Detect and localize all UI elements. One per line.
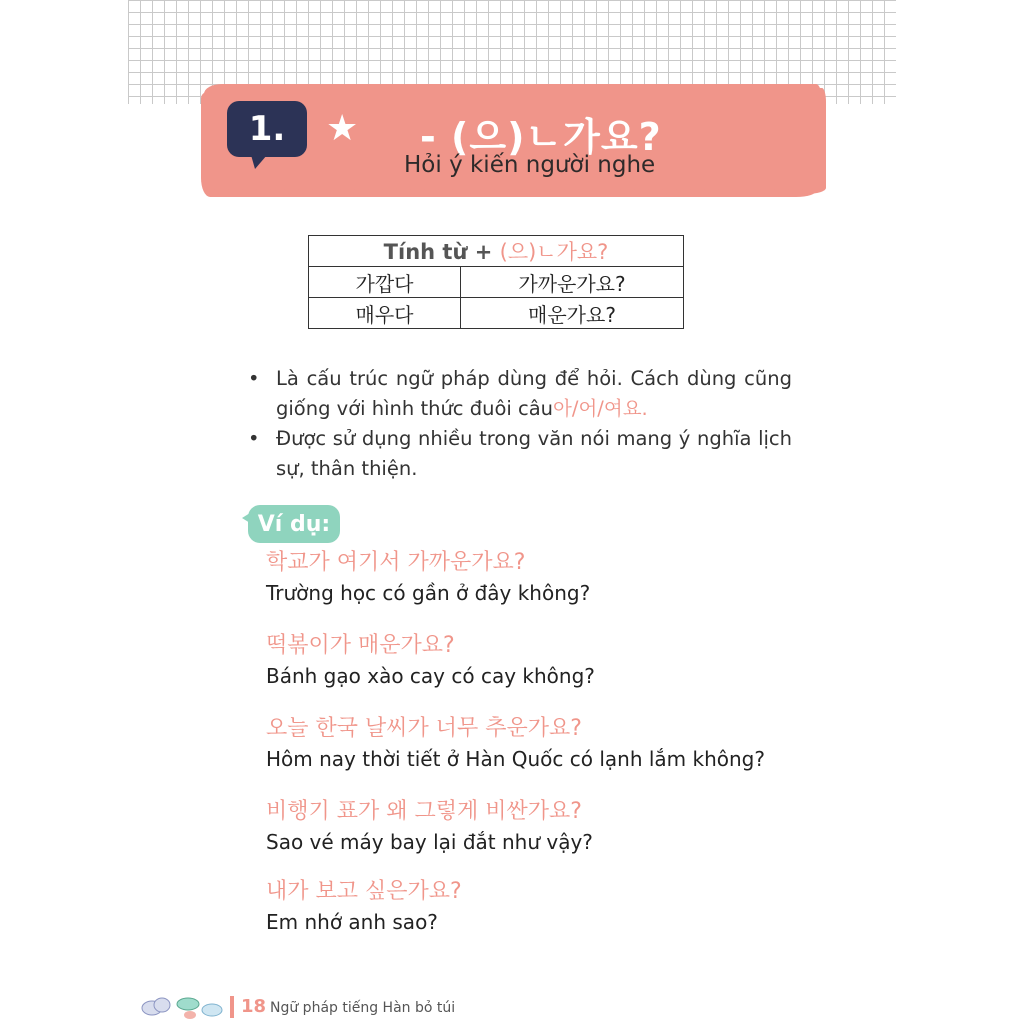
example-item: [266, 631, 595, 691]
example-korean: 비행기 표가 왜 그렇게 비싼가요?: [266, 799, 582, 824]
banner-brush-edge: [214, 188, 814, 196]
example-vietnamese: Hôm nay thời tiết ở Hàn Quốc có lạnh lắm không?: [266, 747, 765, 771]
table-cell-form: 매운가요?: [461, 298, 684, 329]
section-number-bubble: [227, 101, 307, 157]
example-korean: 내가 보고 싶은가요?: [266, 879, 462, 904]
note-highlight: 아/어/여요.: [553, 397, 648, 420]
note-text: Là cấu trúc ngữ pháp dùng để hỏi. Cách dùng cũng giống với hình thức đuôi câu: [276, 367, 792, 420]
example-vietnamese: Bánh gạo xào cay có cay không?: [266, 664, 595, 688]
table-header-prefix: Tính từ +: [383, 240, 500, 264]
table-cell-form: 가까운가요?: [461, 267, 684, 298]
page-footer: [140, 994, 540, 1020]
example-vietnamese: Em nhớ anh sao?: [266, 910, 438, 934]
example-label: [248, 505, 340, 543]
grammar-subtitle: Hỏi ý kiến người nghe: [404, 152, 656, 178]
example-korean: 떡볶이가 매운가요?: [266, 633, 455, 658]
example-vietnamese: Sao vé máy bay lại đắt như vậy?: [266, 830, 593, 854]
table-cell-base: 매우다: [309, 298, 461, 329]
conjugation-table: [308, 235, 684, 329]
example-korean: 학교가 여기서 가까운가요?: [266, 550, 526, 575]
section-number: 1.: [248, 109, 286, 149]
example-item: [266, 548, 590, 608]
example-vietnamese: Trường học có gần ở đây không?: [266, 581, 591, 605]
table-header-row: [309, 236, 684, 267]
example-item: [266, 877, 462, 937]
page-number: 18: [241, 996, 267, 1017]
star-icon: ★: [326, 108, 359, 149]
note-item: [248, 364, 792, 424]
table-row: [309, 267, 684, 298]
table-header-pattern: (으)ㄴ가요?: [499, 240, 609, 264]
grammar-title: - (으)ㄴ가요?: [420, 115, 662, 159]
usage-notes: [248, 364, 792, 484]
table-cell-base: 가깝다: [309, 267, 461, 298]
example-label-text: Ví dụ:: [257, 511, 331, 537]
clouds-icon: [140, 994, 230, 1020]
example-korean: 오늘 한국 날씨가 너무 추운가요?: [266, 716, 582, 741]
note-text: Được sử dụng nhiều trong văn nói mang ý nghĩa lịch sự, thân thiện.: [276, 427, 792, 480]
footer-divider: [230, 996, 234, 1018]
table-header: [309, 236, 684, 267]
table-row: [309, 298, 684, 329]
note-item: [248, 424, 792, 484]
example-item: [266, 797, 593, 857]
example-item: [266, 714, 765, 774]
book-title: Ngữ pháp tiếng Hàn bỏ túi: [270, 1000, 456, 1016]
